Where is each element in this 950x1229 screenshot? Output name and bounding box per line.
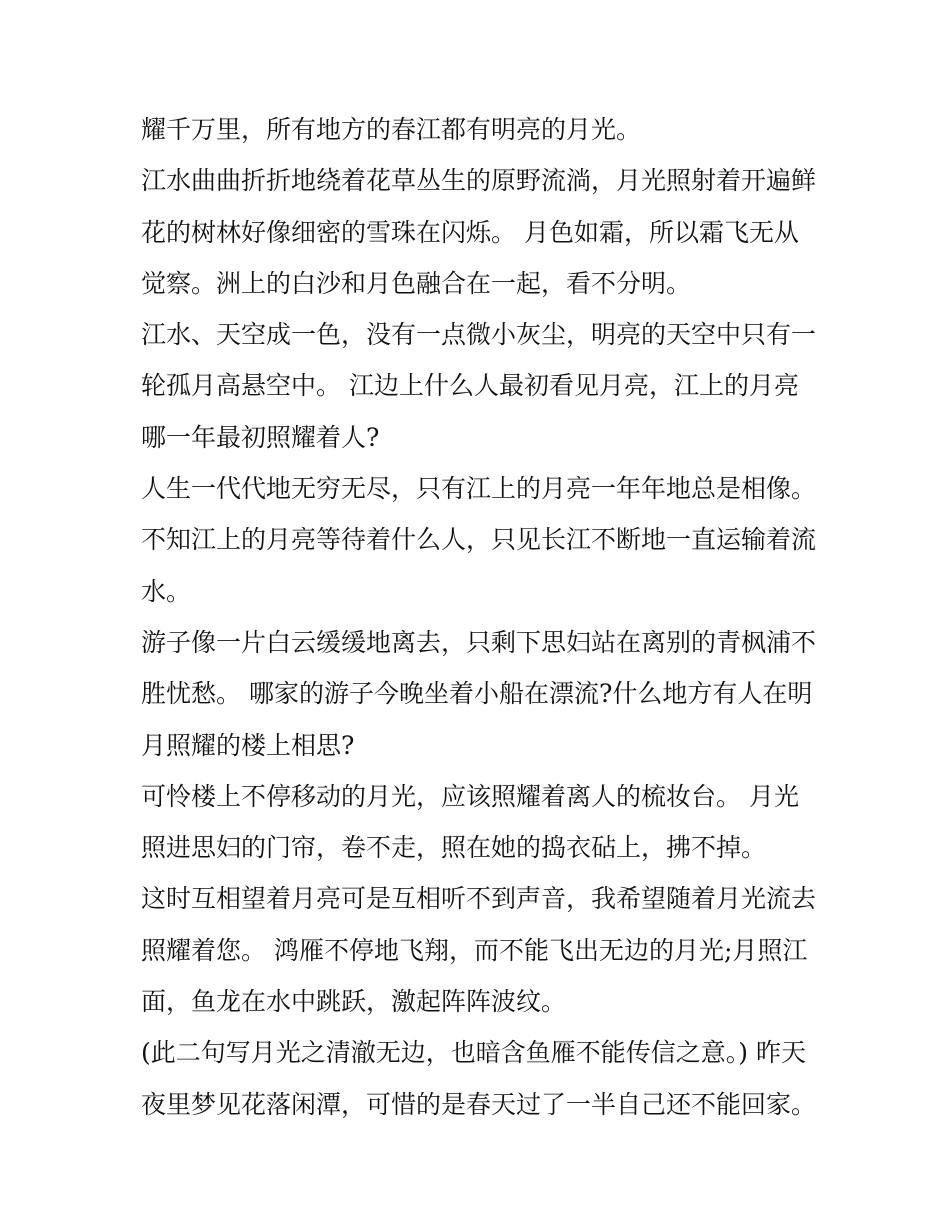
text-line: 这时互相望着月亮可是互相听不到声音，我希望随着月光流去 [141,884,817,914]
text-line: 耀千万里，所有地方的春江都有明亮的月光。 [141,115,642,144]
text-line: 觉察。洲上的白沙和月色融合在一起，看不分明。 [141,268,692,298]
text-line: 照进思妇的门帘，卷不走，照在她的捣衣砧上，拂不掉。 [141,833,767,863]
text-line: 夜里梦见花落闲潭，可惜的是春天过了一半自己还不能回家。 [141,1089,817,1119]
document-body [141,104,821,1130]
text-line: 花的树林好像细密的雪珠在闪烁。 月色如霜，所以霜飞无从 [141,217,799,247]
text-line: 江水、天空成一色，没有一点微小灰尘，明亮的天空中只有一 [141,320,817,350]
text-line: 照耀着您。 鸿雁不停地飞翔，而不能飞出无边的月光;月照江 [141,935,808,965]
text-line: 胜忧愁。 哪家的游子今晚坐着小船在漂流?什么地方有人在明 [141,679,813,709]
text-line: 月照耀的楼上相思? [141,730,355,760]
text-line: 水。 [141,576,192,606]
text-line: 哪一年最初照耀着人? [141,422,380,452]
text-line: 人生一代代地无穷无尽，只有江上的月亮一年年地总是相像。 [141,474,817,504]
text-line: 游子像一片白云缓缓地离去，只剩下思妇站在离别的青枫浦不 [141,627,817,657]
text-line: (此二句写月光之清澈无边，也暗含鱼雁不能传信之意。) 昨天 [141,1038,806,1068]
text-line: 可怜楼上不停移动的月光，应该照耀着离人的梳妆台。 月光 [141,781,799,811]
text-line: 江水曲曲折折地绕着花草丛生的原野流淌，月光照射着开遍鲜 [141,166,817,196]
text-line: 面，鱼龙在水中跳跃，激起阵阵波纹。 [141,987,567,1017]
text-line: 轮孤月高悬空中。 江边上什么人最初看见月亮，江上的月亮 [141,371,799,401]
text-line: 不知江上的月亮等待着什么人，只见长江不断地一直运输着流 [141,525,817,555]
